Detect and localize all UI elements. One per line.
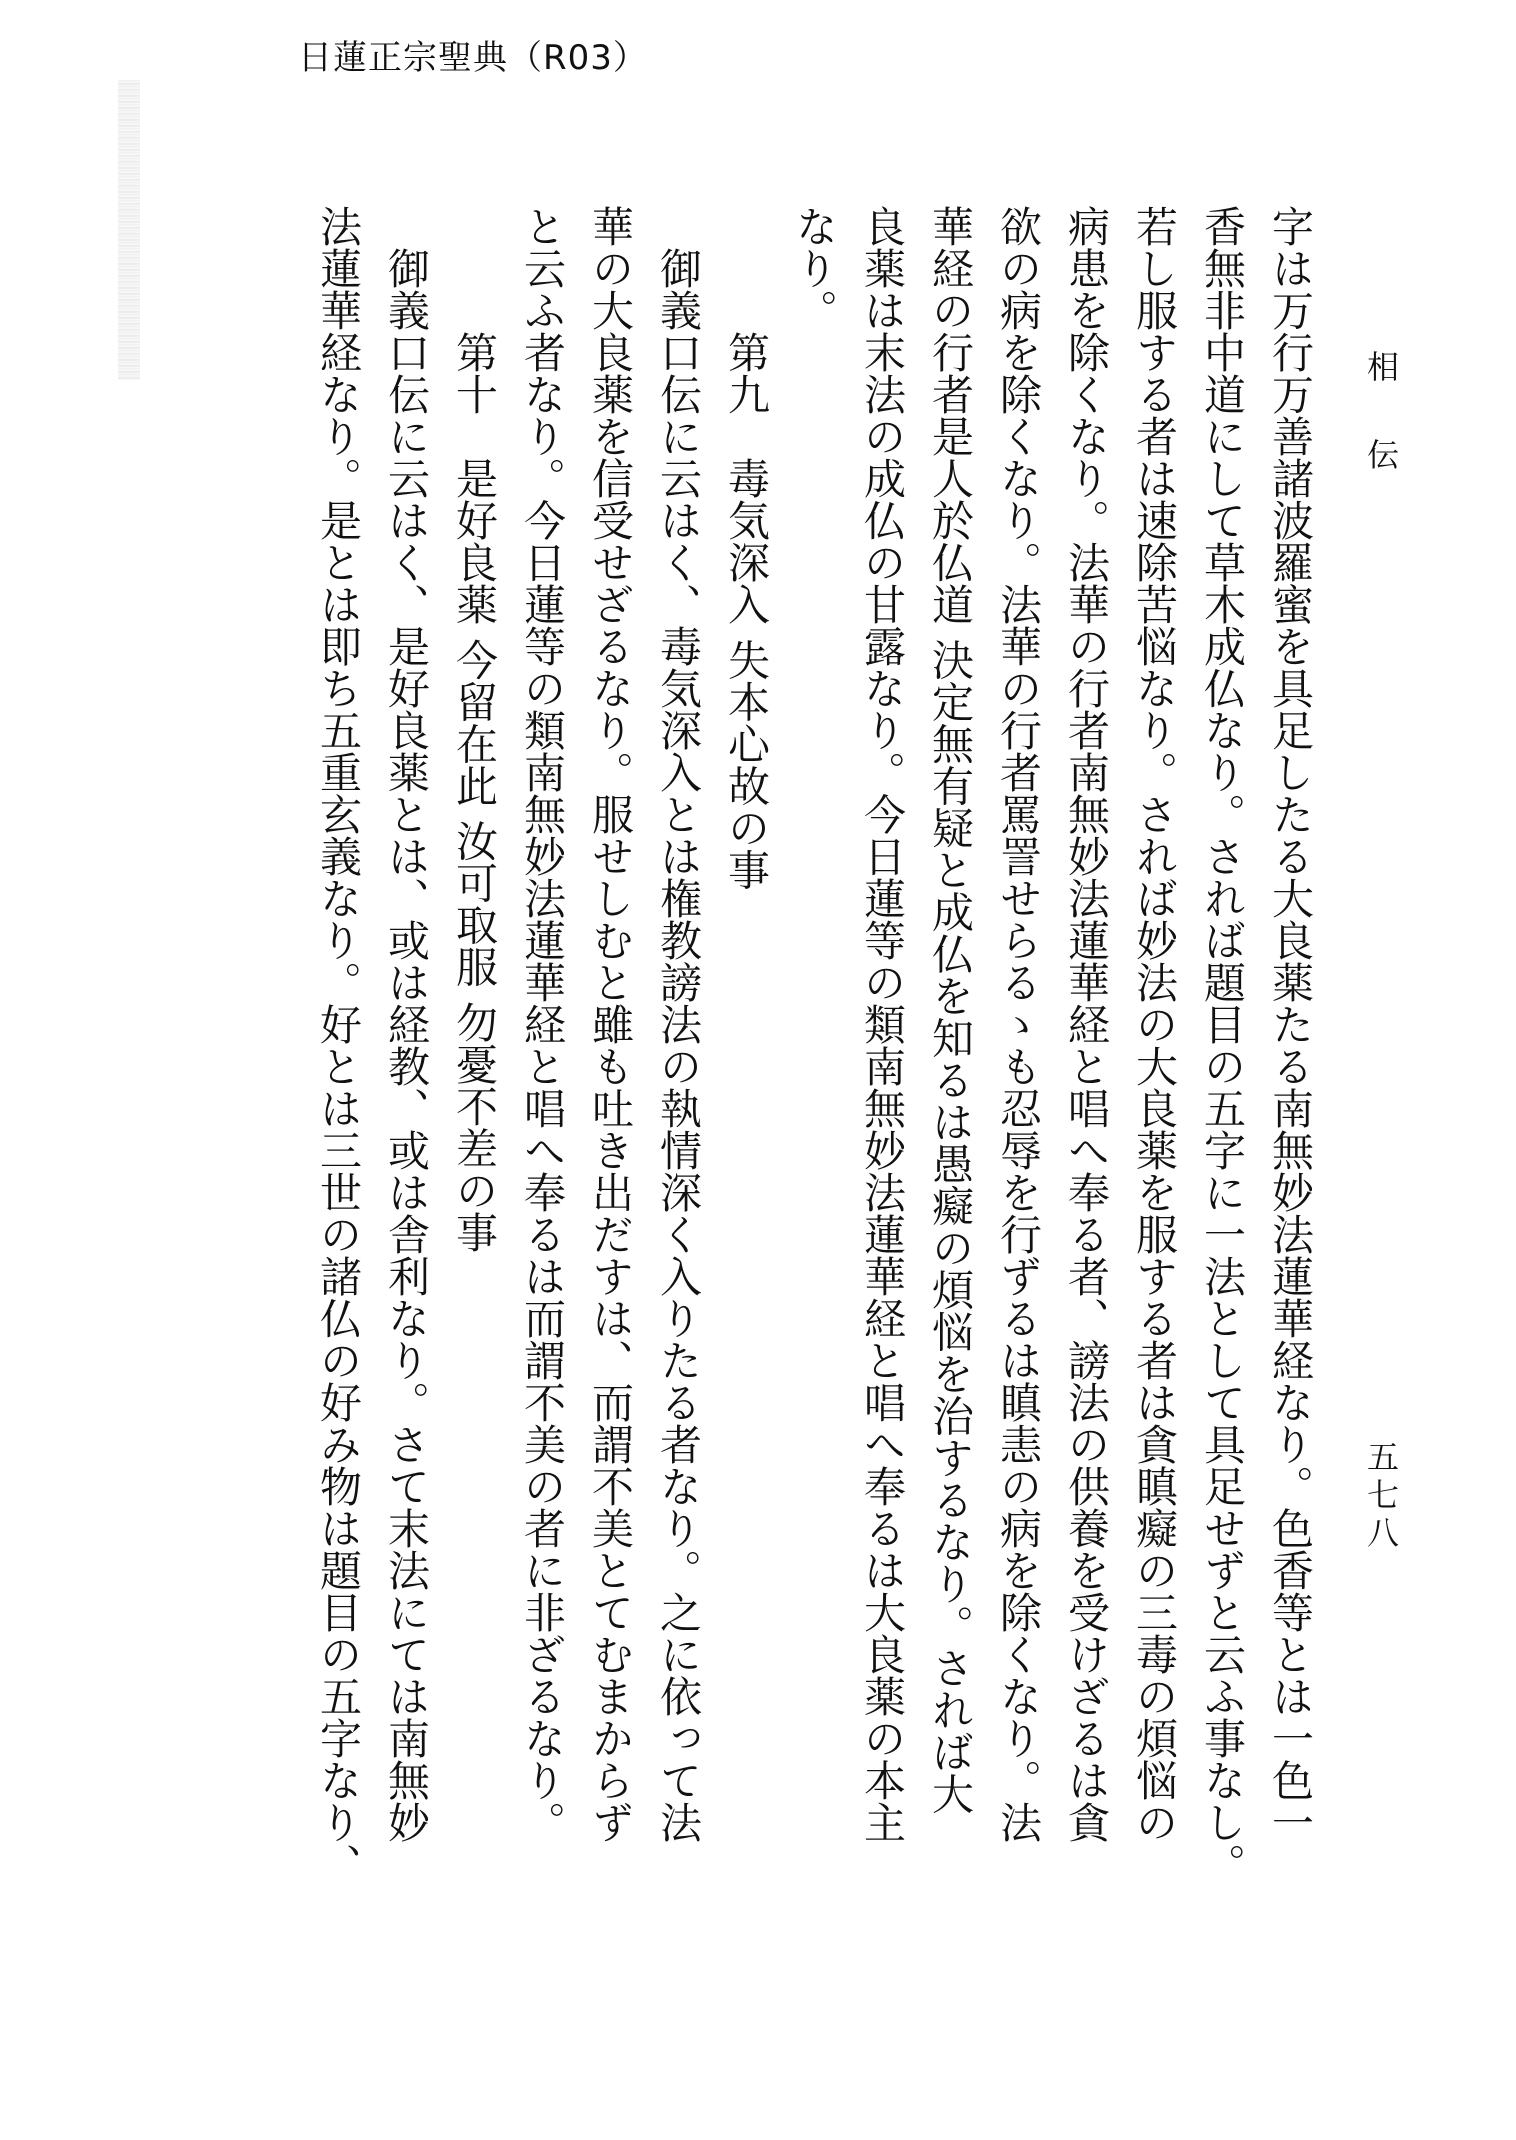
- text-line: 華の大良薬を信受せざるなり。服せしむと雖も吐き出だすは、而謂不美とてむまからず: [586, 205, 635, 1843]
- scan-artifact: [118, 80, 140, 380]
- text-line: 良薬は末法の成仏の甘露なり。今日蓮等の類南無妙法蓮華経と唱へ奉るは大良薬の本主: [858, 205, 907, 1843]
- text-line: 欲の病を除くなり。法華の行者罵詈せらるゝも忍辱を行ずるは瞋恚の病を除くなり。法: [994, 205, 1043, 1843]
- text-line: 御義口伝に云はく、毒気深入とは権教謗法の執情深く入りたる者なり。之に依って法: [654, 247, 703, 1843]
- section-heading-10: 第十 是好良薬 今留在此 汝可取服 勿憂不差の事: [450, 331, 499, 1254]
- text-line: 字は万行万善諸波羅蜜を具足したる大良薬たる南無妙法蓮華経なり。色香等とは一色一: [1266, 205, 1315, 1843]
- text-line: 御義口伝に云はく、是好良薬とは、或は経教、或は舎利なり。さて末法にては南無妙: [382, 247, 431, 1843]
- text-line: 病患を除くなり。法華の行者南無妙法蓮華経と唱へ奉る者、謗法の供養を受けざるは貪: [1062, 205, 1111, 1843]
- text-line: 華経の行者是人於仏道 決定無有疑と成仏を知るは愚癡の煩悩を治するなり。されば大: [926, 205, 975, 1815]
- section-label: 相伝: [1362, 350, 1400, 526]
- document-title: 日蓮正宗聖典（R03）: [298, 38, 648, 78]
- text-line: 若し服する者は速除苦悩なり。されば妙法の大良薬を服する者は貪瞋癡の三毒の煩悩の: [1130, 205, 1179, 1843]
- page-number: 五七八: [1362, 1440, 1400, 1554]
- text-line: 法蓮華経なり。是とは即ち五重玄義なり。好とは三世の諸仏の好み物は題目の五字なり、: [314, 205, 363, 1885]
- text-line: なり。: [790, 205, 839, 331]
- body-text: [208, 205, 1324, 1965]
- section-heading-9: 第九 毒気深入 失本心故の事: [722, 331, 771, 891]
- text-line: 香無非中道にして草木成仏なり。されば題目の五字に一法として具足せずと云ふ事なし。: [1198, 205, 1247, 1885]
- text-line: と云ふ者なり。今日蓮等の類南無妙法蓮華経と唱へ奉るは而謂不美の者に非ざるなり。: [518, 205, 567, 1843]
